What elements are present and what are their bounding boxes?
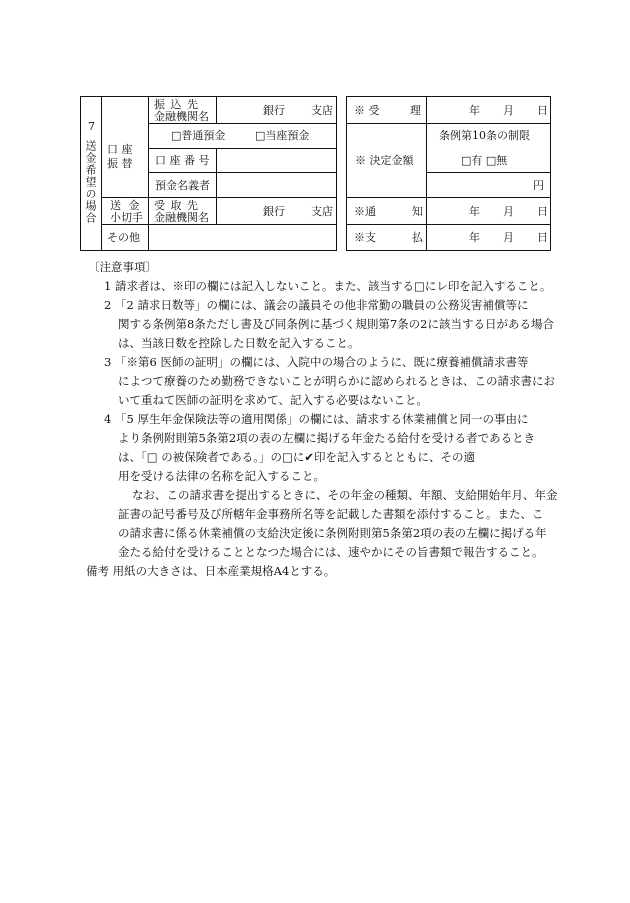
shiharai-day: 日 [537, 231, 548, 244]
koza-furikae-label: 口 座 振 替 [107, 143, 133, 170]
tsuchi-day: 日 [537, 205, 548, 218]
note-line: は、「□ の被保険者である。」の□に✔印を記入するとともに、その適 [118, 450, 476, 464]
toza-checkbox[interactable]: □当座預金 [255, 129, 310, 142]
juri-month: 月 [503, 104, 514, 117]
tsuchi-label-end: 知 [412, 205, 423, 218]
juri-day: 日 [537, 104, 548, 117]
shiharai-label-end: 払 [412, 231, 423, 244]
account-number-field[interactable] [218, 150, 334, 170]
kogitte-label-1: 送 金 [110, 199, 142, 212]
note-line: 1 請求者は、※印の欄には記入しないこと。また、該当する□にレ印を記入すること。 [104, 279, 552, 293]
note-line: いて重ねて医師の証明を求めて、記入する必要はないこと。 [118, 393, 428, 407]
umu-checkboxes[interactable]: □有 □無 [461, 154, 508, 167]
note-line: より条例附則第5条第2項の表の左欄に掲げる年金たる給付を受ける者であるとき [118, 431, 536, 445]
juri-label: ※ 受 [354, 104, 380, 117]
yen-label: 円 [533, 179, 544, 192]
shiharai-month: 月 [503, 231, 514, 244]
note-line: の請求書に係る休業補償の支給決定後に条例附則第5条第2項の表の左欄に掲げる年 [118, 526, 547, 540]
section-number: 7 [88, 120, 95, 133]
note-line: 証書の記号番号及び所轄年金事務所名等を記載した書類を添付すること。また、こ [118, 507, 544, 521]
account-number-label: 口 座 番 号 [155, 154, 210, 167]
bank-label: 銀行 [263, 104, 285, 117]
juri-label-end: 理 [410, 104, 421, 117]
furikomi-label-1: 振 込 先 [154, 98, 199, 111]
biko-line: 備考 用紙の大きさは、日本産業規格A4とする。 [86, 564, 336, 578]
shiharai-year: 年 [469, 231, 480, 244]
tsuchi-label: ※通 [354, 205, 376, 218]
note-line: 関する条例第8条ただし書及び同条例に基づく規則第7条の2に該当する日がある場合 [118, 317, 554, 331]
seigen-label: 条例第10条の制限 [439, 129, 530, 142]
other-label: その他 [107, 231, 140, 244]
other-field[interactable] [150, 227, 334, 248]
furikomi-label-2: 金融機関名 [154, 110, 209, 123]
section-title: 送金希望の場合 [84, 140, 97, 224]
kogitte-label-2: 小切手 [110, 211, 143, 224]
bank-label-2: 銀行 [263, 205, 285, 218]
account-name-label: 預金名義者 [155, 179, 210, 192]
account-name-field[interactable] [218, 175, 334, 195]
tsuchi-month: 月 [503, 205, 514, 218]
note-line: は、当該日数を控除した日数を記入すること。 [118, 336, 360, 350]
futsu-checkbox[interactable]: □普通預金 [171, 129, 226, 142]
notes-section [88, 258, 558, 581]
note-line: なお、この請求書を提出するときに、その年金の種類、年額、支給開始年月、年金 [132, 488, 558, 502]
note-line: 2 「2 請求日数等」の欄には、議会の議員その他非常勤の職員の公務災害補償等に [104, 298, 529, 312]
branch-label-2: 支店 [311, 205, 333, 218]
uketori-label-2: 金融機関名 [154, 211, 209, 224]
notes-header: 〔注意事項〕 [88, 260, 157, 274]
note-line: 用を受ける法律の名称を記入すること。 [118, 469, 325, 483]
juri-year: 年 [469, 104, 480, 117]
note-line: 4 「5 厚生年金保険法等の適用関係」の欄には、請求する休業補償と同一の事由に [104, 412, 529, 426]
shiharai-label: ※支 [354, 231, 376, 244]
tsuchi-year: 年 [469, 205, 480, 218]
note-line: によつて療養のため勤務できないことが明らかに認められるときは、この請求書にお [118, 374, 555, 388]
uketori-label-1: 受 取 先 [154, 199, 199, 212]
note-line: 金たる給付を受けることとなつた場合には、速やかにその旨書類で報告すること。 [118, 545, 544, 559]
kettei-label: ※ 決定金額 [355, 154, 414, 167]
note-line: 3 「※第6 医師の証明」の欄には、入院中の場合のように、既に療養補償請求書等 [104, 355, 529, 369]
branch-label: 支店 [311, 104, 333, 117]
